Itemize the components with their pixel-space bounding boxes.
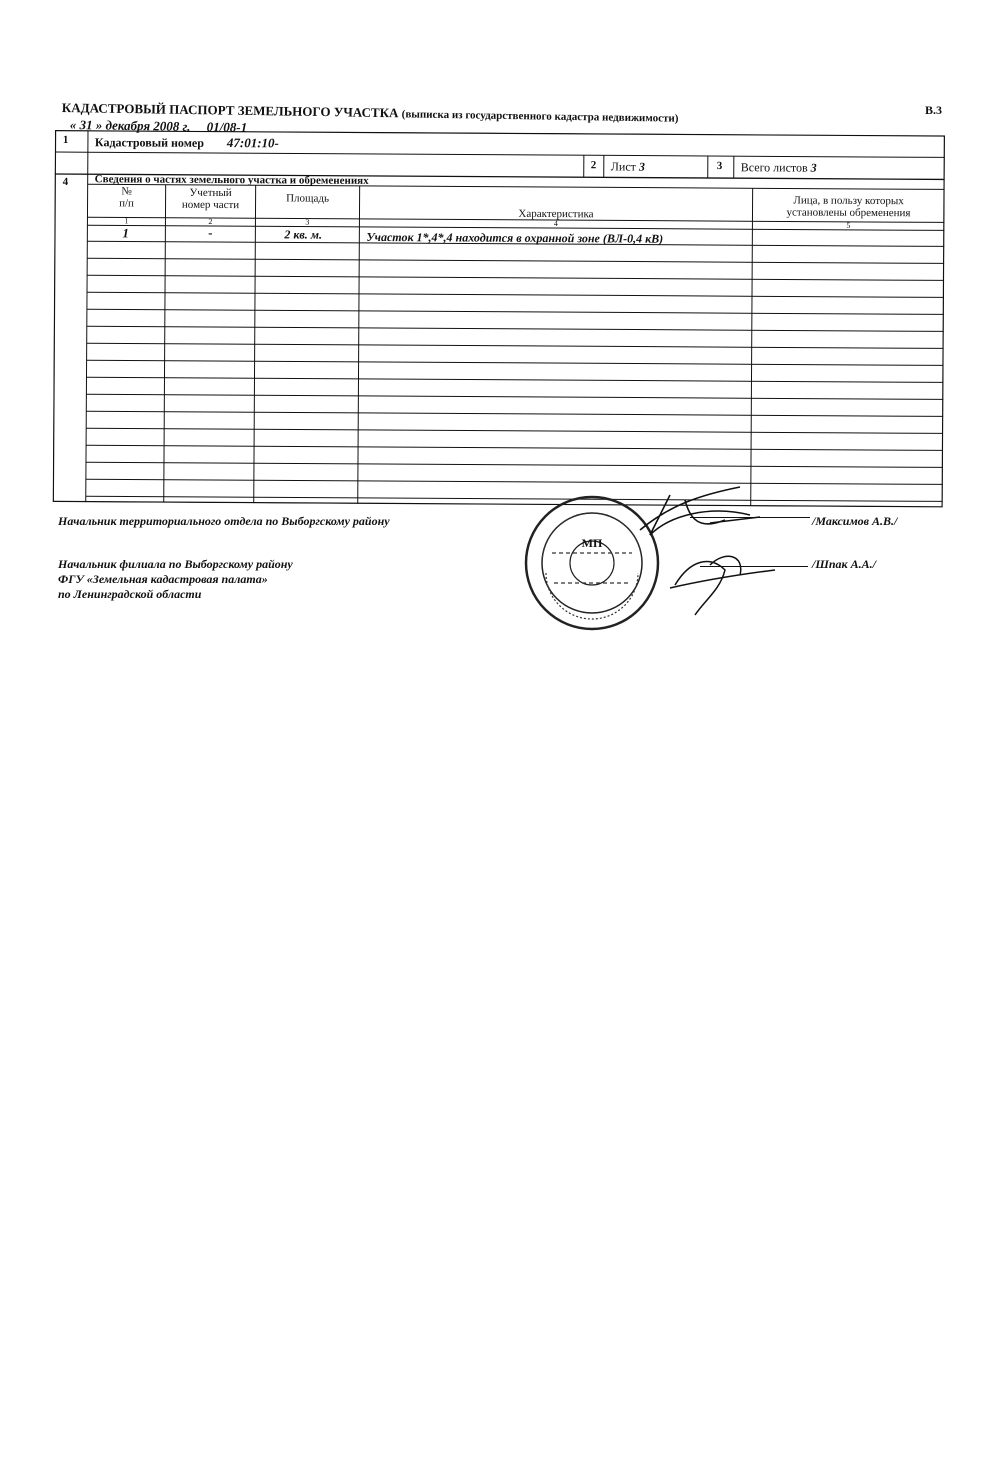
signatory-1-title: Начальник территориального отдела по Выборгскому району xyxy=(58,514,390,528)
section-title: Сведения о частях земельного участка и обременениях xyxy=(94,173,369,187)
section-number: 4 xyxy=(62,176,69,189)
stamp-center-text: МП xyxy=(581,536,603,550)
table-rule-line xyxy=(87,258,944,263)
row-1-desc: Участок 1*,4*,4 находится в охранной зоне (ВЛ-0,4 кВ) xyxy=(366,229,664,246)
signatory-2-line-1: Начальник филиала по Выборгскому району xyxy=(58,557,293,571)
table-rule-line xyxy=(87,326,944,331)
signatory-2-name: /Шпак А.А./ xyxy=(812,557,876,571)
header-col-1-line2: п/п xyxy=(119,197,135,210)
table-rule-line xyxy=(87,292,944,297)
header-col-2-line2: номер части xyxy=(181,198,240,212)
table-rule-line xyxy=(86,411,943,416)
col-number-5: 5 xyxy=(846,220,851,230)
total-sheets-label: Всего листов xyxy=(740,160,808,175)
sheet-label: Лист xyxy=(610,159,636,174)
sheet-field xyxy=(611,159,645,174)
document-number: 01/08-1 xyxy=(206,119,248,135)
header-col-5-line2: установлены обременения xyxy=(786,206,911,220)
header-col-1 xyxy=(88,185,166,209)
header-col-4: Характеристика xyxy=(518,207,594,221)
cadastral-label: Кадастровый номер xyxy=(94,135,204,150)
table-rule-line xyxy=(86,479,943,484)
cadastral-form xyxy=(53,130,945,507)
header-col-2-line1: Учетный xyxy=(189,186,232,200)
row-1-area: 2 кв. м. xyxy=(284,227,323,242)
col-number-3: 3 xyxy=(305,217,310,227)
signature-2-handwriting-icon xyxy=(665,540,785,620)
signatory-1-name: /Максимов А.В./ xyxy=(812,514,898,528)
col-number-1: 1 xyxy=(124,216,129,226)
row-1-num: 1 xyxy=(122,225,129,241)
header-col-2 xyxy=(166,187,256,212)
field-number-2: 2 xyxy=(590,159,597,172)
total-sheets-field xyxy=(741,160,817,175)
row-1-part: - xyxy=(208,224,213,240)
table-rule-line xyxy=(86,428,943,433)
table-rule-line xyxy=(87,309,944,314)
header-col-1-line1: № xyxy=(121,185,132,198)
document-title-sub: (выписка из государственного кадастра недвижимости) xyxy=(401,108,679,125)
signatory-2-line-3: по Ленинградской области xyxy=(58,587,202,601)
header-col-5 xyxy=(752,194,944,219)
sheet-code: В.3 xyxy=(925,103,943,117)
sheet-value: 3 xyxy=(638,159,645,174)
row-number-1: 1 xyxy=(62,134,69,147)
table-rule-line xyxy=(86,445,943,450)
table-rule-line xyxy=(86,394,943,399)
total-sheets-value: 3 xyxy=(810,160,817,175)
table-rule-line xyxy=(86,377,943,382)
table-rule-line xyxy=(87,343,944,348)
field-number-3: 3 xyxy=(716,160,723,173)
header-col-5-line1: Лица, в пользу которых xyxy=(793,194,904,208)
table-rule-line xyxy=(87,275,944,280)
table-rule-line xyxy=(87,360,944,365)
table-rule-line xyxy=(86,462,943,467)
document-date: « 31 » декабря 2008 г. xyxy=(69,117,191,134)
col-number-2: 2 xyxy=(208,216,213,226)
col-number-4: 4 xyxy=(553,219,558,229)
document-title-main: КАДАСТРОВЫЙ ПАСПОРТ ЗЕМЕЛЬНОГО УЧАСТКА xyxy=(61,100,399,121)
cadastral-value: 47:01:10- xyxy=(226,135,279,151)
header-col-3: Площадь xyxy=(286,192,330,205)
signatory-2-line-2: ФГУ «Земельная кадастровая палата» xyxy=(58,572,268,586)
table-rule-line xyxy=(86,496,943,501)
